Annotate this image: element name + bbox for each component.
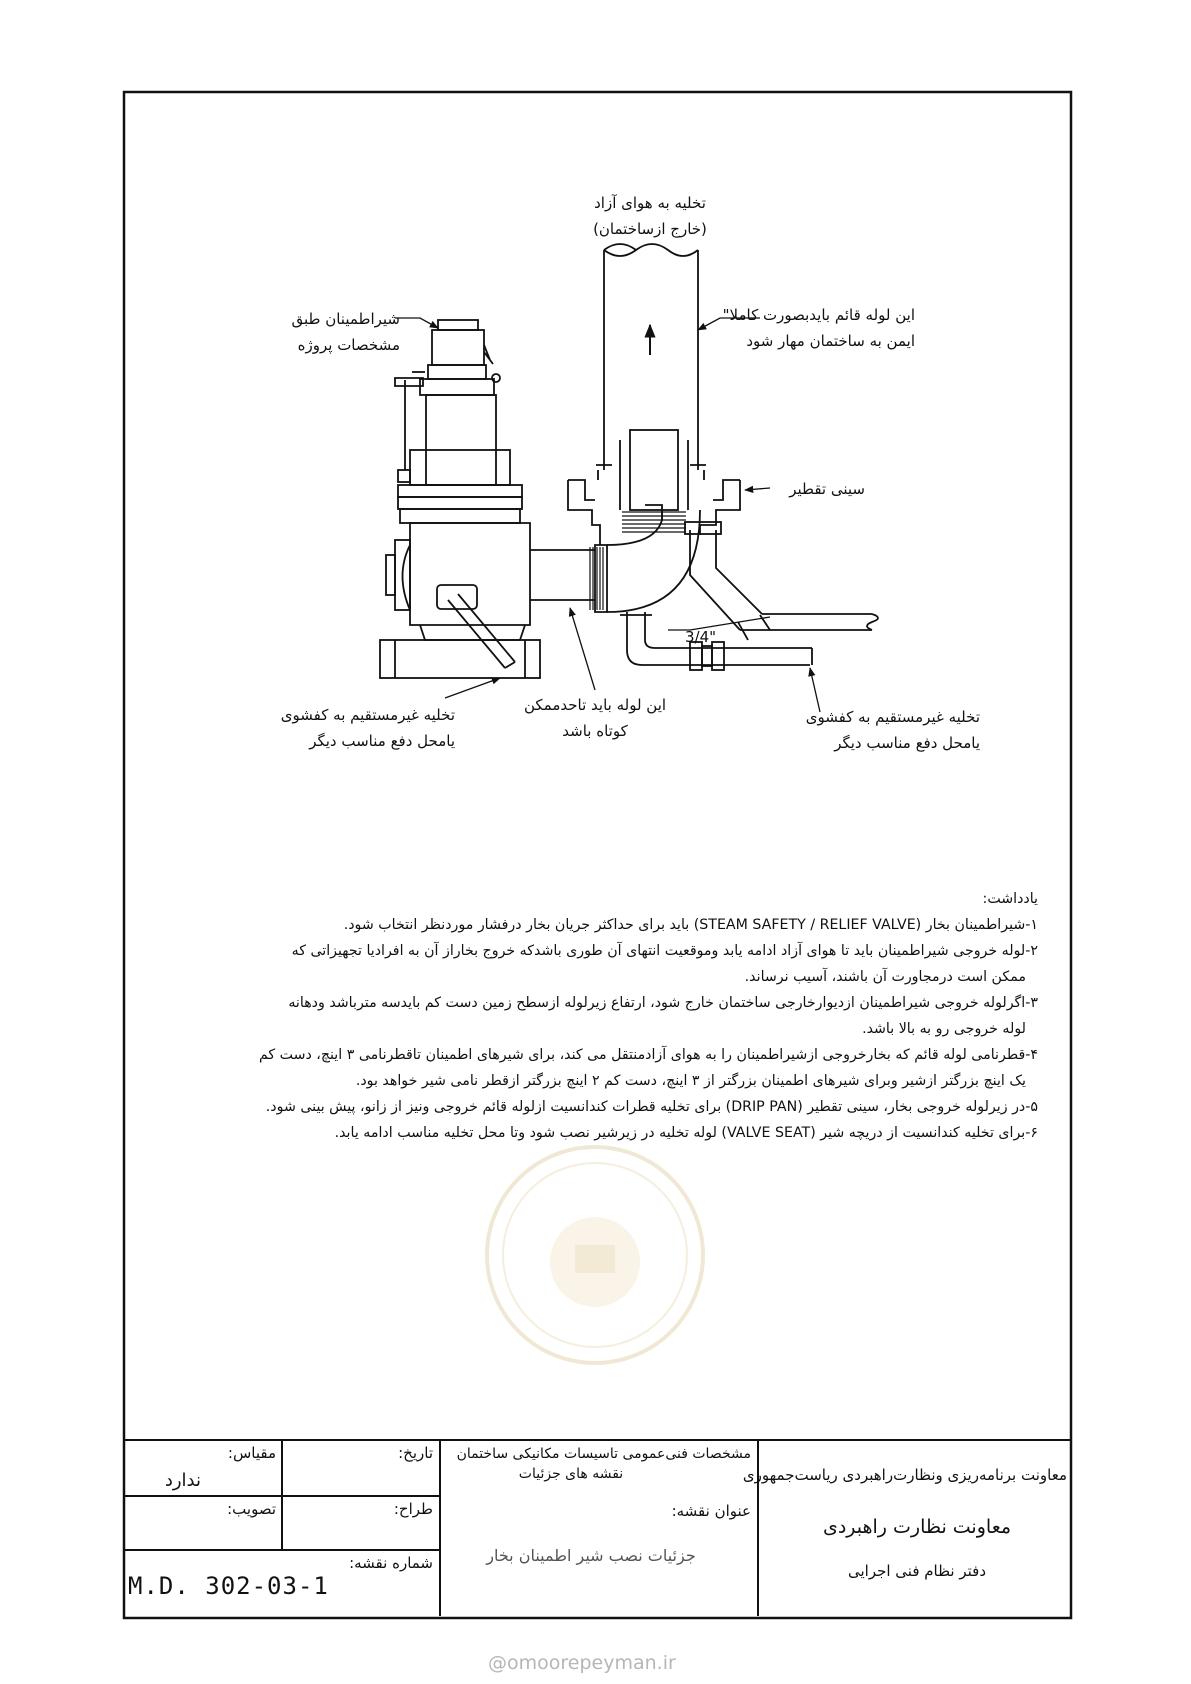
drawing-number: M.D. 302-03-1	[128, 1572, 329, 1600]
note-line: ممکن است درمجاورت آن باشند، آسیب نرساند.	[744, 969, 1026, 985]
label-line: این لوله باید تاحدممکن	[523, 696, 667, 714]
label-line: شیراطمینان طبق	[291, 310, 400, 328]
seal-watermark	[487, 1147, 703, 1363]
label-line: تخلیه غیرمستقیم به کفشوی	[280, 706, 455, 724]
org-line: معاونت برنامه‌ریزی ونظارت‌راهبردی ریاست‌جمهوری	[742, 1466, 1067, 1484]
note-line: ۲-لوله خروجی شیراطمینان باید تا هوای آزاد ادامه یابد وموقعیت انتهای آن طوری باشدکه خروج بخاراز آن به افرادیا تجهیزاتی که	[291, 943, 1038, 959]
label-line: یامحل دفع مناسب دیگر	[309, 732, 455, 750]
label-short-pipe	[510, 692, 680, 744]
drawing-no-label: شماره نقشه:	[349, 1554, 433, 1572]
label-drain-left	[275, 702, 455, 754]
scale-value: ندارد	[164, 1470, 201, 1491]
date-label: تاریخ:	[398, 1444, 433, 1462]
label-discharge-top	[570, 190, 730, 242]
designer-label: طراح:	[393, 1500, 433, 1518]
label-line: ایمن به ساختمان مهار شود	[746, 332, 915, 350]
label-line: تخلیه به هوای آزاد	[594, 194, 706, 212]
notes-title: یادداشت:	[982, 891, 1038, 907]
label-line: تخلیه غیرمستقیم به کفشوی	[805, 708, 980, 726]
note-line: ۵-در زیرلوله خروجی بخار، سینی تقطیر (DRIP PAN) برای تخلیه قطرات کندانسیت ازلوله قائم خروجی ونیز از زانو، پیش بینی شود.	[265, 1099, 1038, 1115]
scale-label: مقیاس:	[227, 1444, 276, 1462]
office-name: دفتر نظام فنی اجرایی	[847, 1562, 987, 1580]
note-line: یک اینچ بزرگتر ازشیر وبرای شیرهای اطمینان بزرگتر از ۳ اینچ، دست کم ۲ اینچ بزرگتر ازقطر نامی شیر خواهد بود.	[355, 1073, 1026, 1089]
note-line: لوله خروجی رو به بالا باشد.	[862, 1021, 1026, 1037]
label-line: این لوله قائم بایدبصورت کاملا"	[722, 306, 915, 324]
label-drain-right	[800, 704, 980, 756]
notes-section	[158, 886, 1038, 1146]
drawing-title-label: عنوان نقشه:	[671, 1502, 751, 1520]
spec-subtitle: نقشه های جزئیات	[518, 1466, 624, 1482]
label-line: مشخصات پروژه	[297, 336, 400, 354]
leader-lines	[395, 318, 820, 712]
label-safety-valve	[260, 306, 400, 358]
label-drip-pan: سینی تقطیر	[789, 480, 865, 498]
label-line: کوتاه باشد	[562, 722, 628, 740]
note-line: ۴-قطرنامی لوله قائم که بخارخروجی ازشیراطمینان را به هوای آزادمنتقل می کند، برای شیرهای اطمینان تاقطرنامی ۳ اینچ، دست کم	[258, 1047, 1038, 1063]
drawing-title: جزئیات نصب شیر اطمینان بخار	[486, 1546, 696, 1565]
note-line: ۶-برای تخلیه کندانسیت از دریچه شیر (VALVE SEAT) لوله تخلیه در زیرشیر نصب شود وتا محل تخلیه مناسب ادامه یابد.	[334, 1125, 1038, 1141]
dept-name: معاونت نظارت راهبردی	[822, 1516, 1012, 1538]
label-line: یامحل دفع مناسب دیگر	[834, 734, 980, 752]
label-riser-support	[722, 302, 915, 354]
note-line: ۱-شیراطمینان بخار (STEAM SAFETY / RELIEF VALVE) باید برای حداکثر جریان بخار درفشار موردنظر انتخاب شود.	[343, 917, 1038, 933]
approval-label: تصویب:	[227, 1500, 276, 1518]
note-line: ۳-اگرلوله خروجی شیراطمینان ازدیوارخارجی ساختمان خارج شود، ارتفاع زیرلوله ازسطح زمین دست کم بایدسه مترباشد ودهانه	[288, 995, 1038, 1011]
site-watermark: @omoorepeyman.ir	[488, 1652, 676, 1674]
label-pipe-size: 3/4"	[685, 628, 717, 646]
spec-title: مشخصات فنی‌عمومی تاسیسات مکانیکی ساختمان	[456, 1446, 751, 1462]
label-line: (خارج ازساختمان)	[593, 220, 707, 238]
